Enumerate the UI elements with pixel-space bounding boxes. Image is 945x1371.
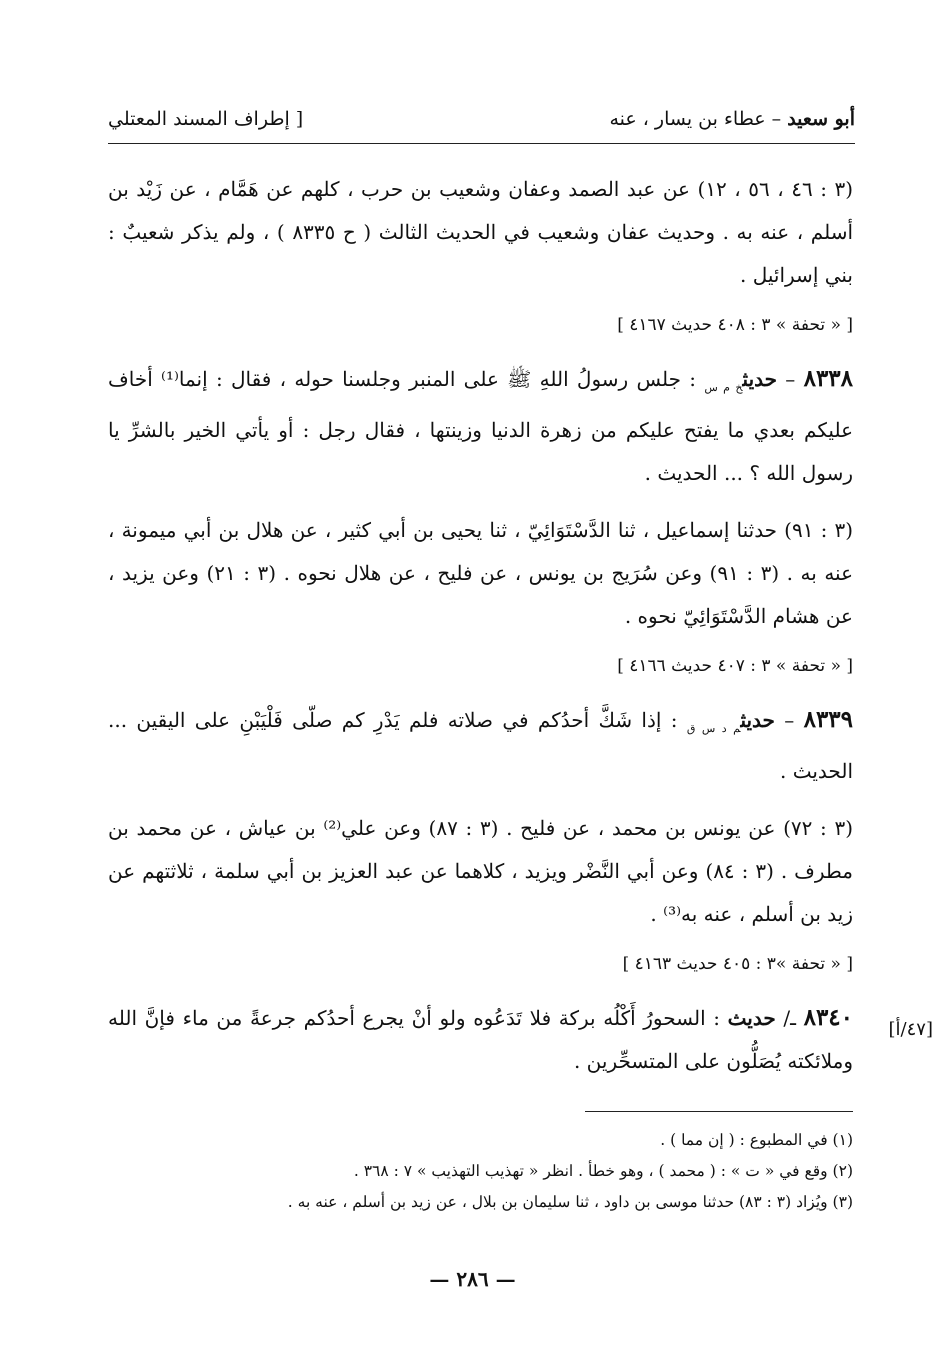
hadith-number: ٨٣٣٨ — [803, 365, 854, 392]
hadith-8338 — [108, 357, 853, 495]
main-text — [108, 168, 853, 1083]
sigla: م د س ق — [686, 722, 741, 735]
paragraph-isnad-2: (٣ : ٩١) حدثنا إسماعيل ، ثنا الدَّسْتَوَائِيّ ، ثنا يحيى بن أبي كثير ، عن هلال بن أبي ميمونة ، عنه به . (٣ : ٩١) وعن سُرَيج بن يونس ، عن فليح ، عن هلال نحوه . (٣ : ٢١) وعن يزيد ، عن هشام الدَّسْتَوَائِيّ نحوه . — [108, 518, 854, 628]
hadith-number: ٨٣٣٩ — [803, 706, 854, 733]
footnote-3: (٣) ويُزاد (٣ : ٨٣) حدثنا موسى بن داود ، ثنا سليمان بن بلال ، عن زيد بن أسلم ، عنه به . — [287, 1193, 853, 1211]
sigla: خ م س — [704, 381, 743, 394]
page-number: — ٢٨٦ — — [429, 1267, 516, 1291]
hadith-text: : جلس رسولُ اللهِ ﷺ على المنبر وجلسنا حوله ، فقال : إنما⁽¹⁾ أخاف عليكم بعدي ما يفتح عليكم من زهرة الدنيا وزينتها ، فقال رجل : أو يأتي الخير بالشرِّ يا رسول الله ؟ ... الحديث . — [108, 367, 853, 485]
hadith-number: ٨٣٤٠ — [803, 1004, 854, 1031]
hadith-text: : السحورُ أَكْلُه بركة فلا تَدَعُوه ولو أنْ يجرع أحدُكم جرعةً من ماء فإنَّ الله وملائكته يُصَلُّون على المتسحِّرين . — [108, 1006, 853, 1073]
header-author: أبو سعيد — [787, 108, 855, 130]
header-subject: – عطاء بن يسار ، عنه — [609, 108, 788, 130]
tuhfa-reference-3: [ « تحفة »٣ : ٤٠٥ حديث ٤١٦٣ ] — [622, 954, 853, 974]
hadith-label: حديث — [740, 708, 775, 732]
header-book-title: [ إطراف المسند المعتلي — [108, 108, 304, 130]
tuhfa-reference-2: [ « تحفة » ٣ : ٤٠٧ حديث ٤١٦٦ ] — [617, 656, 853, 676]
hadith-text: : إذا شَكَّ أحدُكم في صلاته فلم يَدْرِ كم صلّى فَلْيَبْنِ على اليقين ... الحديث . — [108, 708, 853, 783]
footnotes — [108, 1125, 853, 1218]
running-header — [108, 108, 855, 142]
footnote-divider — [585, 1111, 853, 1112]
hadith-label: حديث — [742, 367, 777, 391]
manuscript-folio-mark: [٤٧/أ] — [888, 1019, 933, 1040]
hadith-label: حديث — [727, 1006, 776, 1030]
dash: – — [777, 367, 804, 391]
header-title-right — [609, 108, 855, 130]
paragraph-isnad-3: (٣ : ٧٢) عن يونس بن محمد ، عن فليح . (٣ : ٨٧) وعن علي⁽²⁾ بن عياش ، عن محمد بن مطرف . (٣ : ٨٤) وعن أبي النَّضْر ويزيد ، كلاهما عن عبد العزيز بن أبي سلمة ، ثلاثتهم عن زيد بن أسلم ، عنه به⁽³⁾ . — [108, 816, 854, 926]
footnote-2: (٢) وقع في « ت » : ( محمد ) ، وهو خطأ . انظر « تهذيب التهذيب » ٧ : ٣٦٨ . — [353, 1162, 853, 1180]
dash: – — [774, 708, 804, 732]
dash: ـ/ — [775, 1006, 804, 1030]
hadith-8339 — [108, 698, 853, 793]
paragraph-isnad-1: (٣ : ٤٦ ، ٥٦ ، ١٢) عن عبد الصمد وعفان وشعيب بن حرب ، كلهم عن هَمَّام ، عن زَيْد بن أسلم ، عنه به . وحديث عفان وشعيب في الحديث الثالث ( ح ٨٣٣٥ ) ، ولم يذكر شعيبٌ : بني إسرائيل . — [108, 177, 854, 287]
tuhfa-reference-1: [ « تحفة » ٣ : ٤٠٨ حديث ٤١٦٧ ] — [617, 315, 853, 335]
hadith-8340 — [108, 996, 853, 1083]
footnote-1: (١) في المطبوع : ( إن مما ) . — [660, 1131, 853, 1149]
header-divider — [108, 143, 855, 144]
